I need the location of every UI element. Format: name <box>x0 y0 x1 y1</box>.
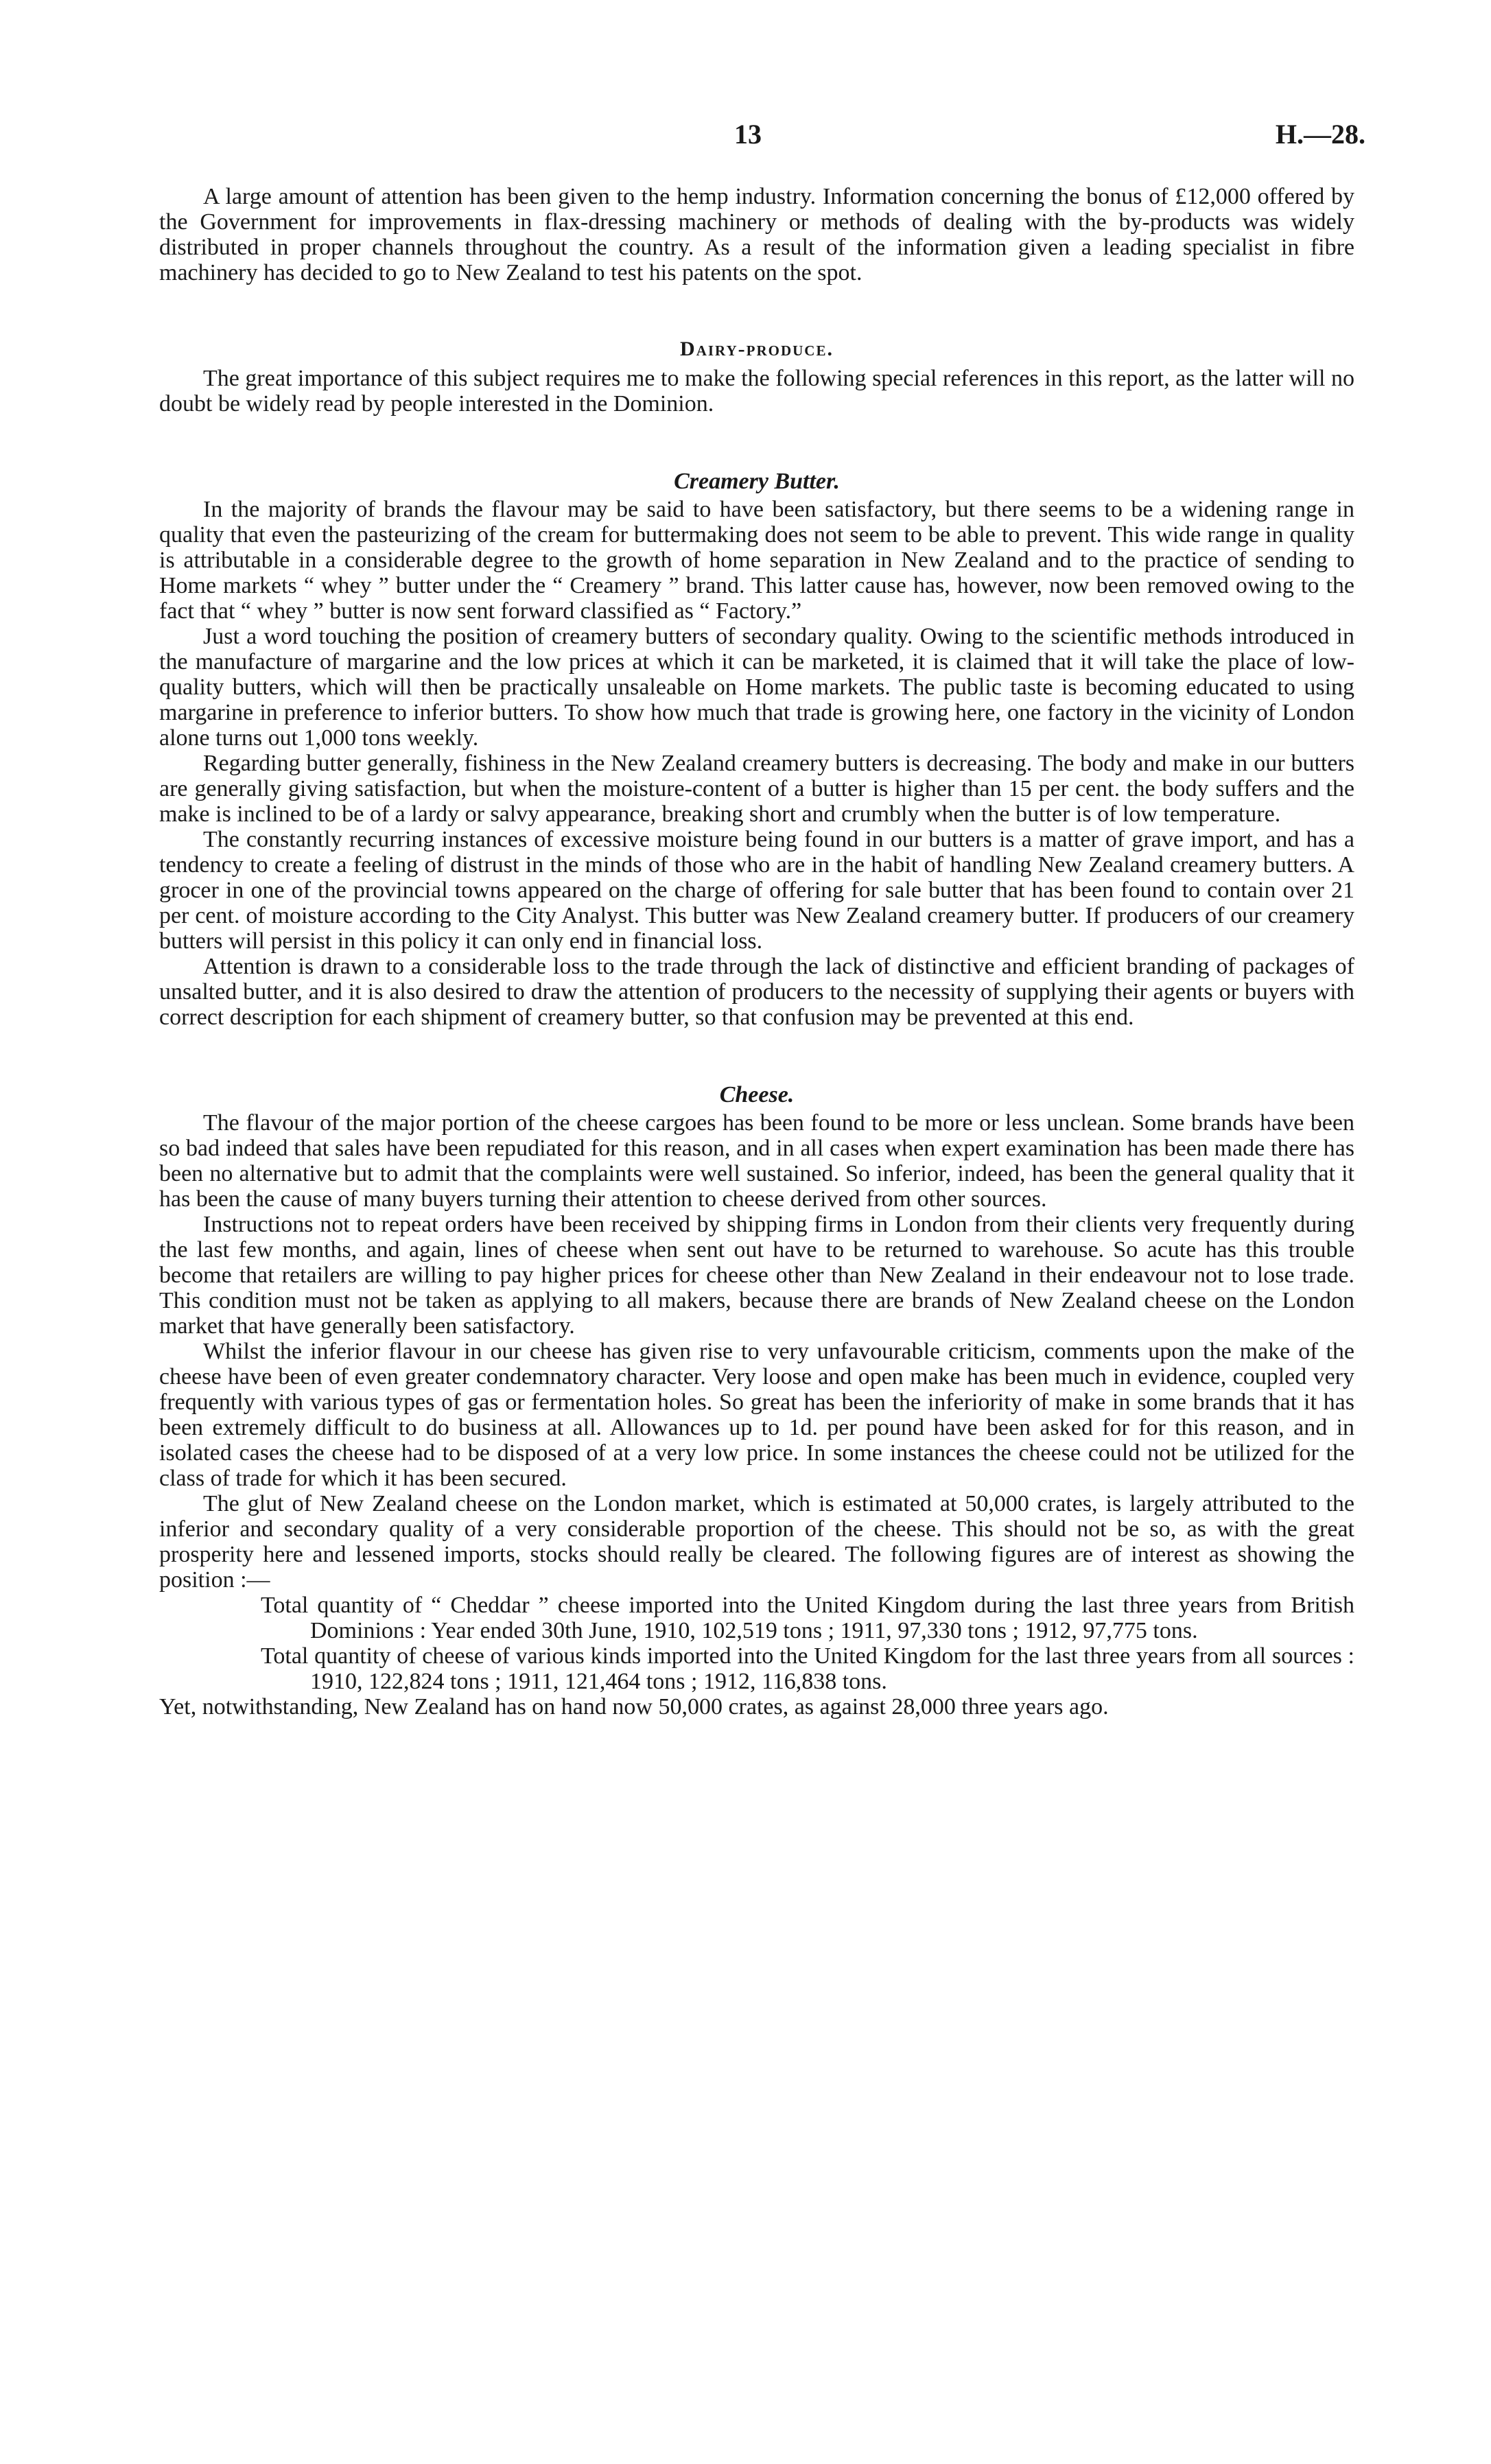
hemp-paragraph: A large amount of attention has been given to the hemp industry. Information concerning the bonus of £12,000 offered by the Government for improvements in flax-dressing machinery or methods of dealing with the by-products was widely distributed in proper channels throughout the country. As a result of the information given a leading specialist in fibre machinery has decided to go to New Zealand to test his patents on the spot. <box>159 184 1354 285</box>
cheese-figure-all-sources: Total quantity of cheese of various kinds imported into the United Kingdom for the last three years from all sources : 1910, 122,824 tons ; 1911, 121,464 tons ; 1912, 116,838 tons. <box>261 1643 1354 1694</box>
document-body <box>159 184 1354 1720</box>
cheese-paragraph: The glut of New Zealand cheese on the London market, which is estimated at 50,000 crates, is largely attributed to the inferior and secondary quality of a very considerable proportion of the cheese. This should not be so, as with the great prosperity here and lessened imports, stocks should really be cleared. The following figures are of interest as showing the position :— <box>159 1491 1354 1593</box>
creamery-paragraph: In the majority of brands the flavour may be said to have been satisfactory, but there seems to be a widening range in quality that even the pasteurizing of the cream for buttermaking does not seem to be able to prevent. This wide range in quality is attributable in a considerable degree to the growth of home separation in New Zealand and to the practice of sending to Home markets “ whey ” butter under the “ Creamery ” brand. This latter cause has, however, now been removed owing to the fact that “ whey ” butter is now sent forward classified as “ Factory.” <box>159 497 1354 624</box>
creamery-paragraph: The constantly recurring instances of excessive moisture being found in our butters is a matter of grave import, and has a tendency to create a feeling of distrust in the minds of those who are in the habit of handling New Zealand creamery butters. A grocer in one of the provincial towns appeared on the charge of offering for sale butter that has been found to contain over 21 per cent. of moisture according to the City Analyst. This butter was New Zealand creamery butter. If producers of our creamery butters will persist in this policy it can only end in financial loss. <box>159 827 1354 954</box>
dairy-paragraph: The great importance of this subject requires me to make the following special references in this report, as the latter will no doubt be widely read by people interested in the Dominion. <box>159 366 1354 416</box>
section-title-dairy-produce: Dairy-produce. <box>680 338 834 360</box>
cheese-paragraph: Instructions not to repeat orders have been received by shipping firms in London from their clients very frequently during the last few months, and again, lines of cheese when sent out have to be returned to warehouse. So acute has this trouble become that retailers are willing to pay higher prices for cheese other than New Zealand in their endeavour not to lose trade. This condition must not be taken as applying to all makers, because there are brands of New Zealand cheese on the London market that have generally been satisfactory. <box>159 1212 1354 1339</box>
cheese-closing-paragraph: Yet, notwithstanding, New Zealand has on hand now 50,000 crates, as against 28,000 three years ago. <box>159 1694 1109 1720</box>
creamery-paragraph: Just a word touching the position of creamery butters of secondary quality. Owing to the scientific methods introduced in the manufacture of margarine and the low prices at which it can be marketed, it is claimed that it will take the place of low-quality butters, which will then be practically unsaleable on Home markets. The public taste is becoming educated to using margarine in preference to inferior butters. To show how much that trade is growing here, one factory in the vicinity of London alone turns out 1,000 tons weekly. <box>159 624 1354 751</box>
page-number: 13 <box>734 119 762 150</box>
creamery-paragraph: Regarding butter generally, fishiness in the New Zealand creamery butters is decreasing. The body and make in our butters are generally giving satisfaction, but when the moisture-content of a butter is higher than 15 per cent. the body suffers and the make is inclined to be of a lardy or salvy appearance, breaking short and crumbly when the butter is of low temperature. <box>159 751 1354 827</box>
cheese-figure-cheddar: Total quantity of “ Cheddar ” cheese imported into the United Kingdom during the last three years from British Dominions : Year ended 30th June, 1910, 102,519 tons ; 1911, 97,330 tons ; 1912, 97,775 tons. <box>261 1593 1354 1643</box>
section-title-cheese: Cheese. <box>719 1082 795 1107</box>
creamery-paragraph: Attention is drawn to a considerable loss to the trade through the lack of distinctive and efficient branding of packages of unsalted butter, and it is also desired to draw the attention of producers to the necessity of supplying their agents or buyers with correct description for each shipment of creamery butter, so that confusion may be prevented at this end. <box>159 954 1354 1030</box>
page-header <box>206 118 1365 159</box>
section-title-creamery-butter: Creamery Butter. <box>674 469 840 494</box>
paper-reference: H.—28. <box>1275 119 1365 150</box>
cheese-paragraph: Whilst the inferior flavour in our cheese has given rise to very unfavourable criticism, comments upon the make of the cheese have been of even greater condemnatory character. Very loose and open make has been much in evidence, coupled very frequently with various types of gas or fermentation holes. So great has been the inferiority of make in some brands that it has been extremely difficult to do business at all. Allowances up to 1d. per pound have been asked for for this reason, and in isolated cases the cheese had to be disposed of at a very low price. In some instances the cheese could not be utilized for the class of trade for which it has been secured. <box>159 1339 1354 1491</box>
cheese-paragraph: The flavour of the major portion of the cheese cargoes has been found to be more or less unclean. Some brands have been so bad indeed that sales have been repudiated for this reason, and in all cases when expert examination has been made there has been no alternative but to admit that the complaints were well sustained. So inferior, indeed, has been the general quality that it has been the cause of many buyers turning their attention to cheese derived from other sources. <box>159 1110 1354 1212</box>
